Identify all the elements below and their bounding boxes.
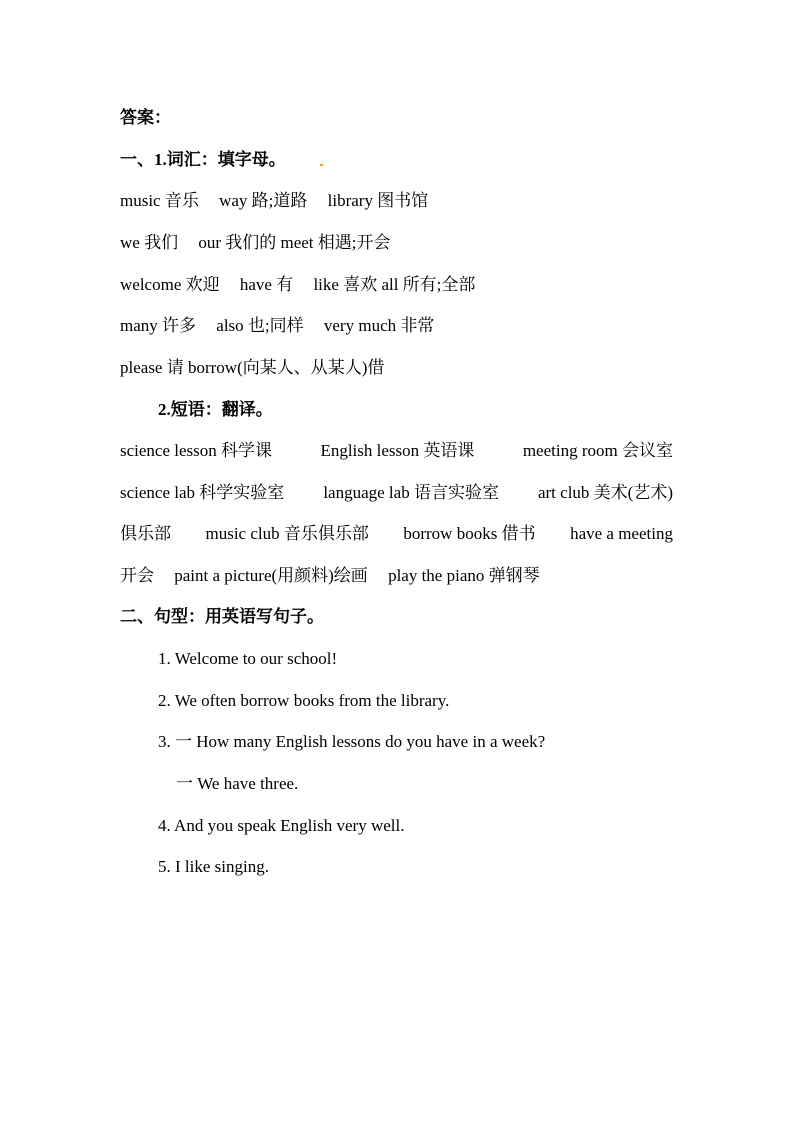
vocab-line-4 [120, 315, 434, 337]
vocab-item: music 音乐 [120, 191, 199, 210]
phrase-item: music club 音乐俱乐部 [205, 524, 369, 543]
answer-title: 答案： [120, 108, 171, 127]
vocab-item: many 许多 [120, 316, 197, 335]
phrase-item: English lesson 英语课 [320, 441, 475, 460]
phrase-line-3 [120, 523, 673, 545]
vocab-item: very much 非常 [323, 316, 435, 335]
phrase-item: play the piano 弹钢琴 [388, 566, 540, 585]
phrase-line-4 [120, 565, 540, 587]
stray-mark [320, 164, 323, 166]
sentence-3: 3. 一 How many English lessons do you have in a week? [158, 732, 546, 751]
vocab-item: like 喜欢 all 所有;全部 [313, 275, 476, 294]
vocab-item: also 也;同样 [216, 316, 304, 335]
phrase-item: have a meeting [570, 524, 673, 543]
sentence-4: 4. And you speak English very well. [158, 816, 405, 835]
phrase-item: art club 美术(艺术) [537, 483, 673, 502]
sentence-1: 1. Welcome to our school! [158, 649, 338, 668]
vocab-item: we 我们 [120, 233, 179, 252]
vocab-item: welcome 欢迎 [120, 275, 220, 294]
sentence-2: 2. We often borrow books from the library. [158, 691, 450, 710]
phrase-item: borrow books 借书 [403, 524, 536, 543]
phrase-item: language lab 语言实验室 [323, 483, 499, 502]
vocab-line-5 [120, 357, 384, 379]
sentence-5: 5. I like singing. [158, 857, 269, 876]
phrase-item: science lesson 科学课 [120, 441, 273, 460]
sentence-3-reply: 一 We have three. [176, 774, 299, 793]
phrase-line-2 [120, 482, 673, 504]
phrase-item: meeting room 会议室 [522, 441, 673, 460]
phrase-item: 开会 [120, 566, 154, 585]
vocab-item: please 请 borrow(向某人、从某人)借 [120, 358, 385, 377]
section1-heading: 一、1.词汇：填字母。 [120, 150, 286, 169]
phrase-item: 俱乐部 [120, 524, 171, 543]
section1-sub-heading: 2.短语：翻译。 [158, 400, 273, 419]
vocab-item: library 图书馆 [327, 191, 429, 210]
vocab-line-3 [120, 274, 475, 296]
vocab-item: our 我们的 meet 相遇;开会 [198, 233, 391, 252]
phrase-item: paint a picture(用颜料)绘画 [174, 566, 368, 585]
section2-heading: 二、句型：用英语写句子。 [120, 607, 324, 626]
phrase-item: science lab 科学实验室 [120, 483, 285, 502]
phrase-line-1 [120, 440, 673, 462]
vocab-item: have 有 [239, 275, 294, 294]
vocab-item: way 路;道路 [219, 191, 308, 210]
vocab-line-1 [120, 190, 428, 212]
vocab-line-2 [120, 232, 391, 254]
